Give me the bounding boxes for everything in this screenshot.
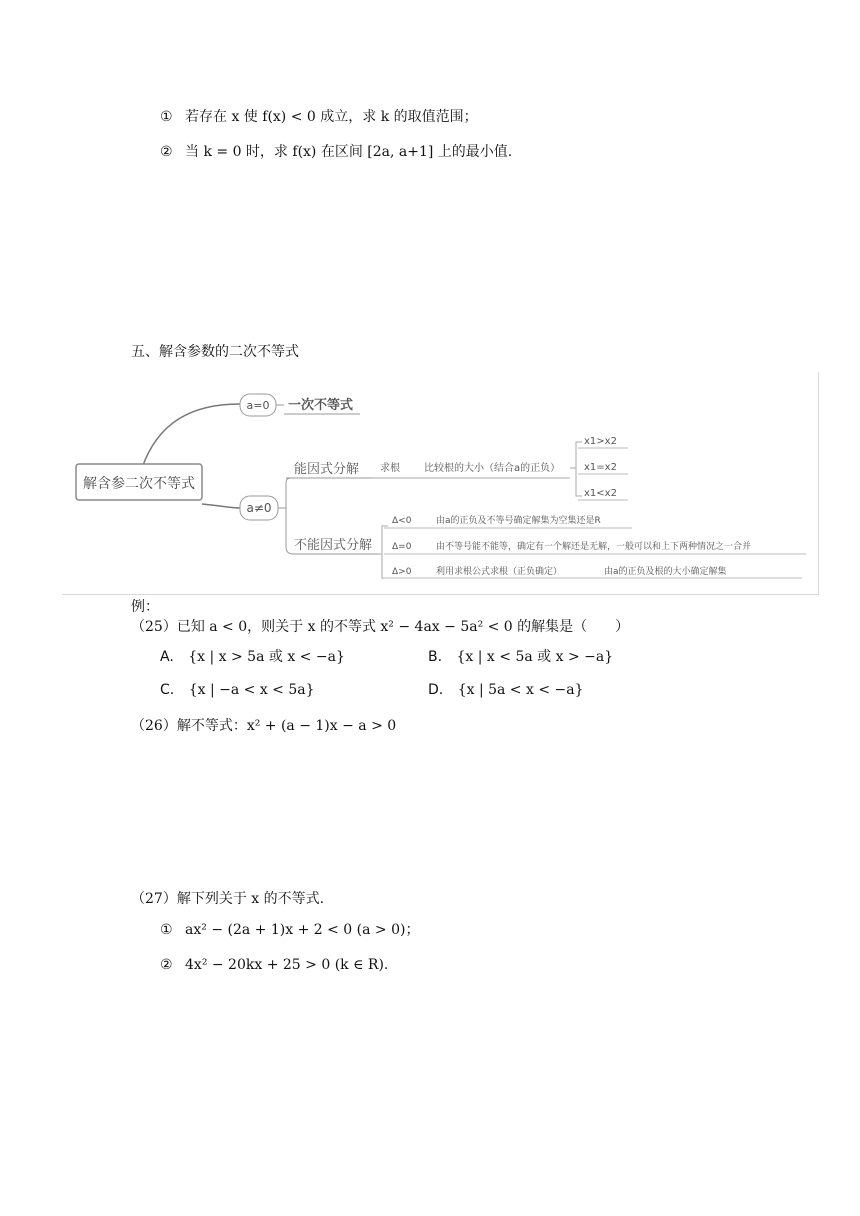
- option-d-text: {x | 5a < x < −a}: [457, 682, 584, 698]
- question-27-part-2-text: 4x² − 20kx + 25 > 0 (k ∈ R).: [185, 957, 389, 973]
- question-line-1: [160, 108, 478, 126]
- delta-gt-desc: 利用求根公式求根（正负确定）: [436, 567, 563, 577]
- connector-a-zero: [142, 404, 240, 468]
- mind-map-diagram: [62, 372, 818, 594]
- root-node-label: 解含参二次不等式: [83, 476, 195, 492]
- question-26: （26）解不等式：x² + (a − 1)x − a > 0: [131, 718, 397, 734]
- question-27-part-2: [160, 956, 388, 974]
- option-b-text: {x | x < 5a 或 x > −a}: [456, 649, 614, 665]
- bracket-a-nonzero: [286, 478, 294, 554]
- compare-roots-label: 比较根的大小（结合a的正负）: [424, 463, 561, 474]
- question-27: （27）解下列关于 x 的不等式.: [131, 891, 325, 907]
- example-label: 例：: [131, 599, 159, 615]
- delta-bracket: [382, 526, 388, 578]
- connector-a-nonzero: [202, 504, 240, 508]
- circled-marker-2: ②: [160, 144, 173, 160]
- question-text-2: 当 k = 0 时，求 f(x) 在区间 [2a, a+1] 上的最小值.: [185, 144, 513, 160]
- question-27-part-1: [160, 921, 419, 939]
- option-a-text: {x | x > 5a 或 x < −a}: [188, 649, 345, 665]
- option-b-label: B.: [428, 649, 443, 665]
- case-eq-label: x1=x2: [584, 462, 617, 473]
- option-d: [428, 681, 584, 699]
- case-gt-label: x1>x2: [584, 436, 617, 447]
- option-c-label: C.: [160, 682, 175, 698]
- a-nonzero-label: a≠0: [246, 501, 272, 515]
- delta-lt-label: Δ<0: [392, 516, 412, 526]
- linear-label: 一次不等式: [288, 398, 354, 413]
- question-line-2: [160, 143, 512, 161]
- delta-eq-label: Δ=0: [392, 542, 412, 552]
- question-25: （25）已知 a < 0，则关于 x 的不等式 x² − 4ax − 5a² < 0 的解集是（ ）: [131, 619, 630, 635]
- delta-gt-desc2: 由a的正负及根的大小确定解集: [604, 567, 727, 577]
- cases-bracket: [576, 442, 582, 496]
- factorable-label: 能因式分解: [294, 462, 360, 477]
- circled-marker-1: ①: [160, 109, 173, 125]
- delta-lt-desc: 由a的正负及不等号确定解集为空集还是R: [436, 516, 601, 526]
- case-lt-label: x1<x2: [584, 488, 617, 499]
- question-text-1: 若存在 x 使 f(x) < 0 成立，求 k 的取值范围；: [185, 109, 478, 125]
- circled-marker-27-2: ②: [160, 957, 173, 973]
- option-c-text: {x | −a < x < 5a}: [188, 682, 315, 698]
- option-b: [428, 648, 613, 666]
- delta-eq-desc: 由不等号能不能等，确定有一个解还是无解，一般可以和上下两种情况之一合并: [436, 542, 752, 552]
- circled-marker-27-1: ①: [160, 922, 173, 938]
- option-d-label: D.: [428, 682, 444, 698]
- a-zero-label: a=0: [246, 399, 270, 412]
- section-heading: 五、解含参数的二次不等式: [131, 344, 299, 360]
- find-roots-label: 求根: [380, 463, 400, 474]
- question-27-part-1-text: ax² − (2a + 1)x + 2 < 0 (a > 0)；: [185, 922, 420, 938]
- not-factorable-label: 不能因式分解: [294, 538, 373, 553]
- delta-gt-label: Δ>0: [392, 567, 412, 577]
- option-a: [160, 648, 345, 666]
- mind-map: [62, 372, 819, 595]
- option-c: [160, 681, 315, 699]
- option-a-label: A.: [160, 649, 174, 665]
